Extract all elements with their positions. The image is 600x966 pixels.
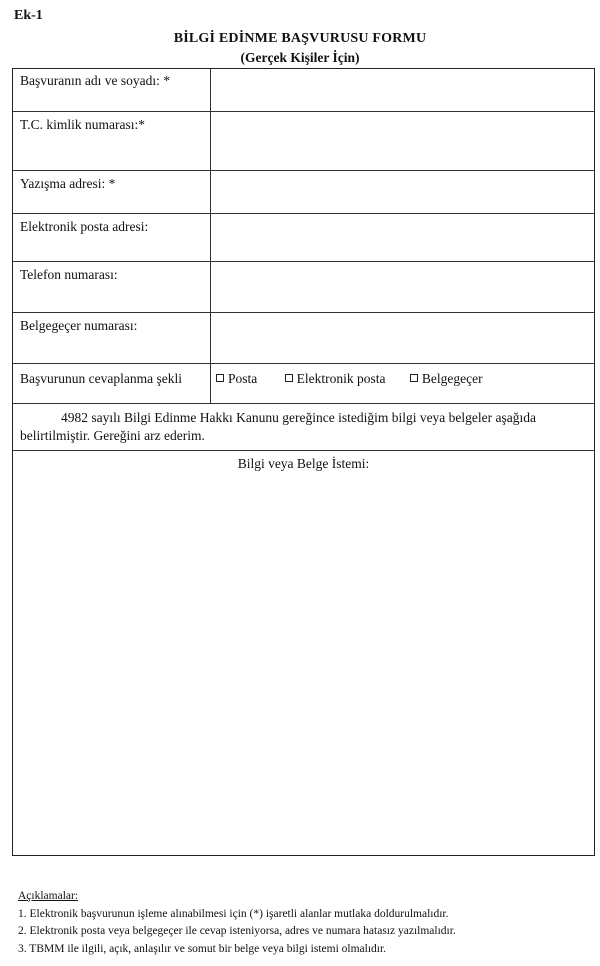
fax-label: Belgegeçer numarası:	[20, 318, 138, 333]
option-fax-label: Belgegeçer	[421, 371, 483, 386]
form-subtitle: (Gerçek Kişiler İçin)	[240, 50, 360, 65]
email-field[interactable]	[210, 213, 594, 261]
checkbox-email[interactable]	[285, 374, 293, 382]
form-row-fax	[13, 312, 594, 364]
id-number-field[interactable]	[210, 111, 594, 170]
annex-label: Ek-1	[14, 8, 43, 23]
option-post[interactable]	[216, 371, 257, 387]
option-email-label: Elektronik posta	[296, 371, 386, 386]
form-row-id-number	[13, 111, 594, 171]
form-row-phone	[13, 261, 594, 313]
response-method-label: Başvurunun cevaplanma şekli	[20, 371, 182, 386]
response-method-options	[210, 363, 594, 403]
request-label: Bilgi veya Belge İstemi:	[237, 456, 370, 471]
form-row-full-name	[13, 69, 594, 112]
id-number-label: T.C. kimlik numarası:*	[20, 117, 145, 132]
note-item: 2. Elektronik posta veya belgegeçer ile cevap isteniyorsa, adres ve numara hatasız yazılmalıdır.	[18, 925, 456, 937]
phone-label: Telefon numarası:	[20, 267, 118, 282]
option-fax[interactable]	[410, 371, 483, 387]
checkbox-post[interactable]	[216, 374, 224, 382]
fax-field[interactable]	[210, 312, 594, 363]
request-section	[13, 450, 594, 855]
form-title: BİLGİ EDİNME BAŞVURUSU FORMU	[173, 31, 427, 46]
note-item: 3. TBMM ile ilgili, açık, anlaşılır ve somut bir belge veya bilgi istemi olmalıdır.	[18, 942, 387, 955]
form-row-response-method	[13, 363, 594, 404]
notes-heading: Açıklamalar:	[18, 890, 79, 902]
form-row-email	[13, 213, 594, 262]
checkbox-fax[interactable]	[410, 374, 418, 382]
note-item: 1. Elektronik başvurunun işleme alınabilmesi için (*) işaretli alanlar mutlaka doldurulmalıdır.	[18, 907, 449, 920]
declaration-block	[13, 403, 594, 451]
declaration-line-2: belirtilmiştir. Gereğini arz ederim.	[20, 428, 205, 443]
request-text-area[interactable]	[21, 478, 586, 847]
email-label: Elektronik posta adresi:	[20, 219, 149, 234]
form-row-address	[13, 170, 594, 214]
address-label: Yazışma adresi: *	[20, 176, 116, 191]
option-post-label: Posta	[228, 371, 258, 386]
phone-field[interactable]	[210, 261, 594, 312]
full-name-field[interactable]	[210, 69, 594, 111]
application-form	[12, 68, 595, 856]
option-email[interactable]	[285, 371, 386, 387]
full-name-label: Başvuranın adı ve soyadı: *	[20, 73, 170, 88]
declaration-line-1: 4982 sayılı Bilgi Edinme Hakkı Kanunu gereğince istediğim bilgi veya belgeler aşağıda	[61, 410, 537, 425]
notes-section	[18, 888, 456, 958]
address-field[interactable]	[210, 170, 594, 213]
